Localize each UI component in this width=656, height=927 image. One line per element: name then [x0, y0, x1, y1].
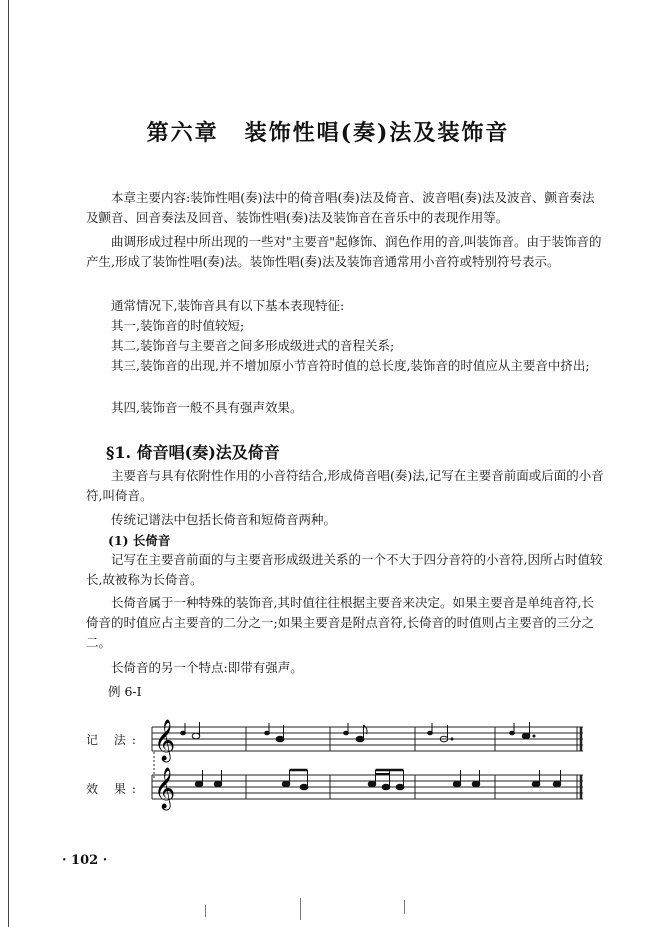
scan-mark — [205, 905, 206, 917]
treble-clef-icon: 𝄞 — [154, 720, 176, 761]
subsection-paragraph-2: 长倚音属于一种特殊的装饰音,其时值往往根据主要音来决定。如果主要音是单纯音符,长倚音的时值应占主要音的二分之一;如果主要音是附点音符,长倚音的时值则占主要音的三分之二。 — [86, 595, 595, 650]
treble-clef-icon: 𝄞 — [154, 768, 176, 809]
chapter-number: 第六章 — [146, 120, 219, 146]
paragraph-summary: 本章主要内容:装饰性唱(奏)法中的倚音唱(奏)法及倚音、波音唱(奏)法及波音、颤音奏法及颤音、回音奏法及回音、装饰性唱(奏)法及装饰音在音乐中的表现作用等。 — [86, 190, 595, 225]
scan-mark — [404, 900, 405, 914]
paragraph-feature-2: 其二,装饰音与主要音之间多形成级进式的音程关系; — [111, 338, 395, 353]
subsection-heading: (1) 长倚音 — [108, 533, 171, 548]
scan-mark — [300, 898, 301, 920]
score-label-effect: 效 果: — [86, 782, 142, 796]
section-paragraph-1: 主要音与具有依附性作用的小音符结合,形成倚音唱(奏)法,记写在主要音前面或后面的小音符,叫倚音。 — [86, 468, 604, 503]
paragraph-feature-4: 其四,装饰音一般不具有强声效果。 — [111, 400, 303, 415]
paragraph-features-intro: 通常情况下,装饰音具有以下基本表现特征: — [111, 298, 345, 313]
page-number: · 102 · — [62, 853, 108, 868]
subsection-paragraph-1: 记写在主要音前面的与主要音形成级进关系的一个不大于四分音符的小音符,因所占时值较长,故被称为长倚音。 — [86, 552, 603, 587]
subsection-paragraph-3: 长倚音的另一个特点:即带有强声。 — [111, 660, 303, 675]
example-label: 例 6-I — [108, 684, 142, 699]
paragraph-definition: 曲调形成过程中所出现的一些对"主要音"起修饰、润色作用的音,叫装饰音。由于装饰音的产生,形成了装饰性唱(奏)法。装饰性唱(奏)法及装饰音通常用小音符或特别符号表示。 — [86, 234, 602, 269]
score-label-notation: 记 法: — [86, 733, 142, 747]
chapter-name: 装饰性唱(奏)法及装饰音 — [244, 120, 510, 146]
section-paragraph-2: 传统记谱法中包括长倚音和短倚音两种。 — [111, 512, 337, 527]
section-heading: §1. 倚音唱(奏)法及倚音 — [106, 443, 280, 462]
paragraph-feature-1: 其一,装饰音的时值较短; — [111, 318, 245, 333]
paragraph-feature-3: 其三,装饰音的出现,并不增加原小节音符时值的总长度,装饰音的时值应从主要音中挤出; — [111, 358, 590, 373]
